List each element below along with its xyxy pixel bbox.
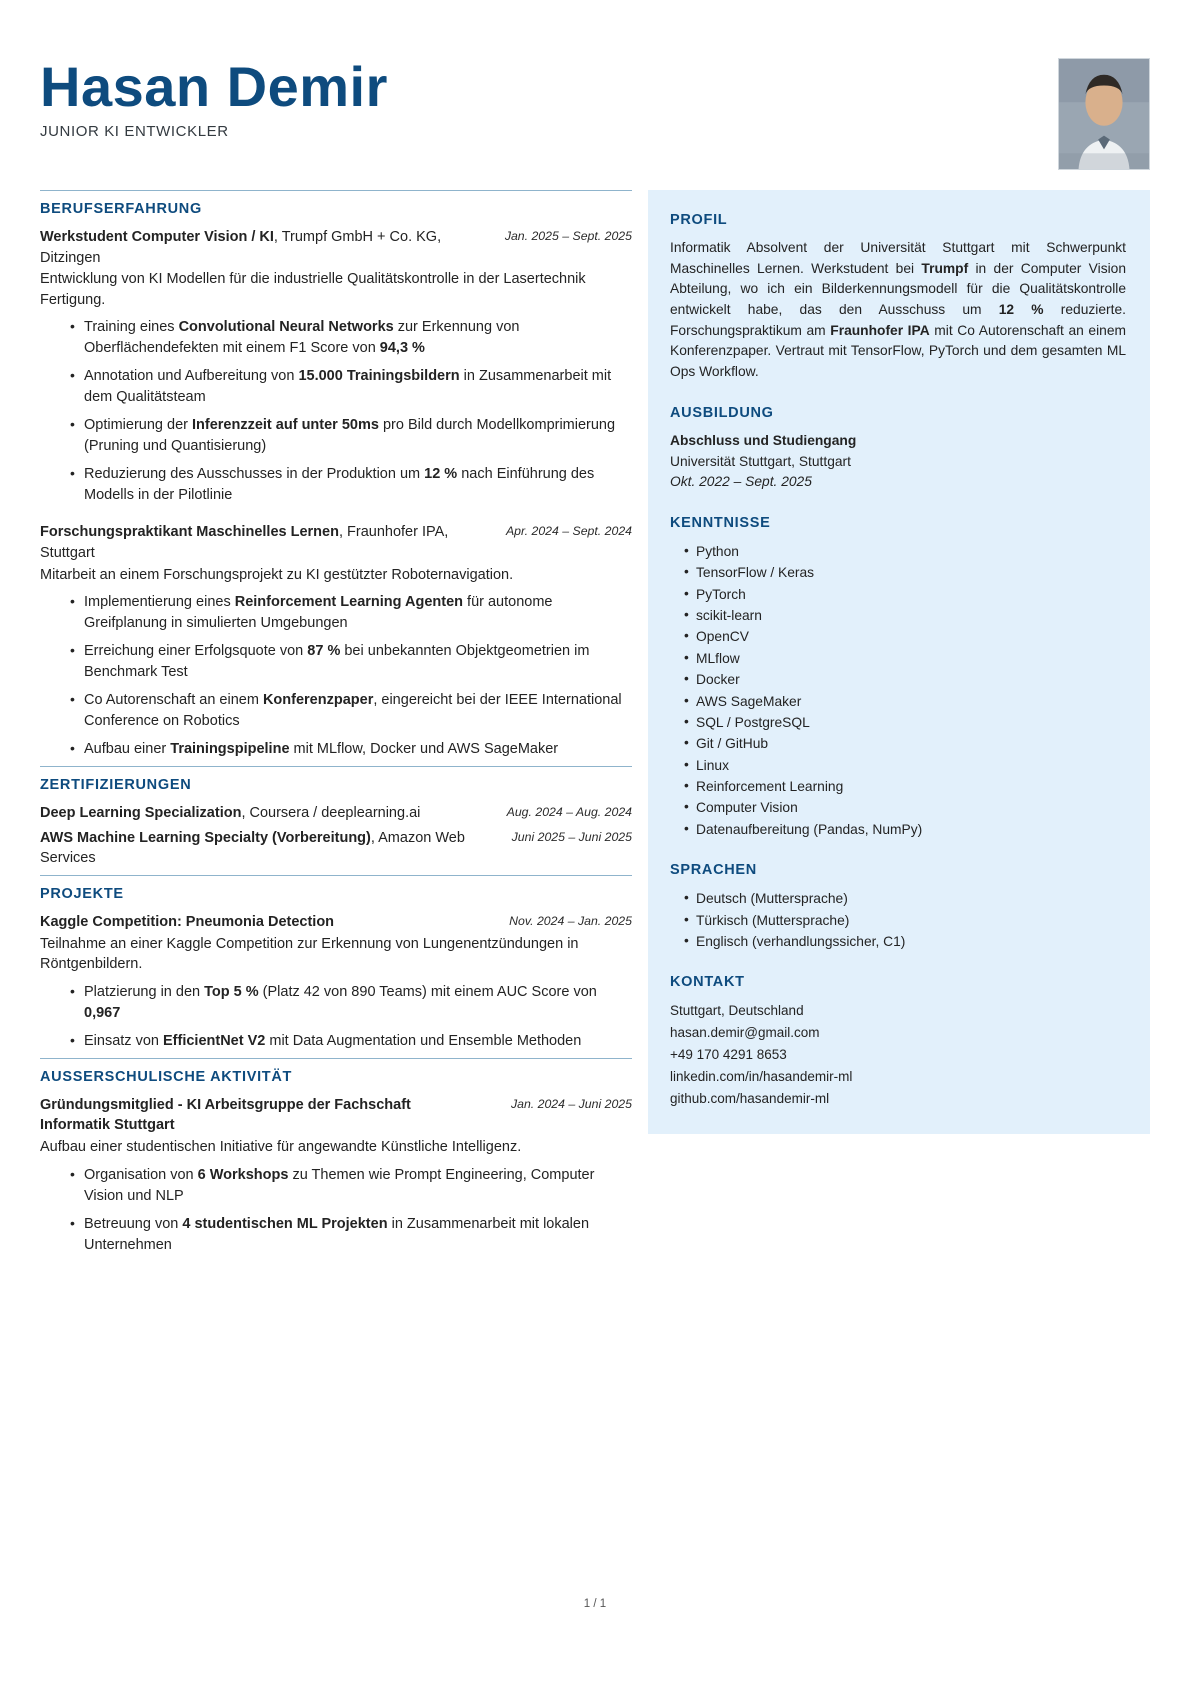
- list-item: • Deutsch (Muttersprache): [684, 888, 1126, 909]
- bullet-text: Einsatz von: [84, 1032, 163, 1049]
- list-item: • Reinforcement Learning: [684, 776, 1126, 797]
- list-item: • SQL / PostgreSQL: [684, 712, 1126, 733]
- profile-text-part: in der Computer Vision Abteilung, wo ich ein Bilderkennungsmodell für die Qualitätskontrolle entwickelt habe, das den Ausschuss um: [670, 260, 1127, 318]
- section-certifications: [40, 766, 632, 869]
- bullet-text: bei unbekannten Objektgeometrien im Benchmark Test: [84, 643, 590, 681]
- section-heading-certifications: ZERTIFIZIERUNGEN: [40, 777, 192, 794]
- bullet-text: Co Autorenschaft an einem: [84, 692, 263, 709]
- entry-header: [40, 1095, 632, 1136]
- avatar: [1058, 58, 1150, 170]
- entry-title: [40, 1095, 482, 1136]
- entry-date: Jan. 2025 – Sept. 2025: [504, 229, 632, 243]
- entry-title: [40, 828, 482, 869]
- contact-github[interactable]: github.com/hasandemir-ml: [670, 1090, 830, 1106]
- bullet-text: in Zusammenarbeit mit lokalen Unternehmen: [84, 1215, 590, 1253]
- section-heading-languages: SPRACHEN: [670, 862, 757, 879]
- bullet-text: pro Bild durch Modellkomprimierung (Pruning und Quantisierung): [84, 417, 616, 455]
- entry-title: [40, 227, 482, 268]
- entry-role: Gründungsmitglied - KI Arbeitsgruppe der Fachschaft Informatik Stuttgart: [40, 1096, 411, 1134]
- bullet-text: Optimierung der: [84, 417, 192, 434]
- list-item: • OpenCV: [684, 626, 1126, 647]
- entry-header: [40, 227, 632, 268]
- job-subtitle: JUNIOR KI ENTWICKLER: [40, 122, 229, 140]
- list-item: • PyTorch: [684, 584, 1126, 605]
- list-item: [70, 415, 632, 457]
- bullet-text: mit Data Augmentation und Ensemble Methoden: [265, 1032, 582, 1049]
- sidebar-section-languages: [670, 862, 1126, 952]
- bullet-text: Organisation von: [84, 1166, 198, 1183]
- entry-company: , Trumpf GmbH + Co. KG, Ditzingen: [40, 229, 442, 266]
- bullet-text: Platzierung in den: [84, 983, 205, 1000]
- page-title: Hasan Demir: [40, 55, 388, 118]
- list-item: • Linux: [684, 755, 1126, 776]
- bullet-text: Annotation und Aufbereitung von: [84, 368, 299, 385]
- section-extracurricular: [40, 1058, 632, 1256]
- section-divider: [40, 1058, 632, 1059]
- entry-role: Kaggle Competition: Pneumonia Detection: [40, 914, 335, 931]
- bullet-bold: 12 %: [424, 466, 458, 483]
- entry-date: Juni 2025 – Juni 2025: [511, 829, 632, 844]
- list-item: [70, 982, 632, 1024]
- list-item: • Git / GitHub: [684, 733, 1126, 754]
- project-entry: [40, 912, 632, 1052]
- bullet-text: , eingereicht bei der IEEE International Conference on Robotics: [84, 692, 622, 730]
- profile-text-part: reduzierte. Forschungspraktikum am: [670, 302, 1126, 338]
- main-column: [40, 190, 632, 1262]
- bullet-text: Reduzierung des Ausschusses in der Produktion um: [84, 466, 425, 483]
- list-item: • Türkisch (Muttersprache): [684, 910, 1126, 931]
- entry-description: Entwicklung von KI Modellen für die industrielle Qualitätskontrolle in der Lasertechnik Fertigung.: [40, 271, 586, 308]
- profile-text: [670, 238, 1126, 383]
- bullet-text: Betreuung von: [84, 1215, 183, 1232]
- bullet-text: für autonome Greifplanung in simulierten Umgebungen: [84, 594, 553, 632]
- profile-bold: Fraunhofer IPA: [830, 322, 930, 338]
- entry-role: Deep Learning Specialization: [40, 805, 242, 822]
- sidebar-section-profile: [670, 212, 1126, 383]
- section-heading-contact: KONTAKT: [670, 974, 745, 991]
- entry-date: Apr. 2024 – Sept. 2024: [505, 524, 632, 539]
- bullet-bold: 94,3 %: [379, 340, 425, 357]
- bullet-bold: Inferenzzeit auf unter 50ms: [192, 417, 379, 434]
- bullet-text: Implementierung eines: [84, 594, 235, 611]
- sidebar-section-education: [670, 405, 1126, 493]
- section-heading-profile: PROFIL: [670, 212, 728, 228]
- entry-description: Teilnahme an einer Kaggle Competition zur Erkennung von Lungenentzündungen in Röntgenbildern.: [40, 935, 579, 973]
- entry-header: [40, 828, 632, 869]
- list-item: • Docker: [684, 669, 1126, 690]
- entry-description: Aufbau einer studentischen Initiative für angewandte Künstliche Intelligenz.: [40, 1138, 522, 1155]
- entry-title: [40, 522, 482, 563]
- bullet-text: zur Erkennung von Oberflächendefekten mit einem F1 Score von: [84, 319, 520, 357]
- entry-header: [40, 912, 632, 933]
- entry-bullet-list: [40, 1165, 632, 1256]
- certification-entry: [40, 803, 632, 869]
- section-experience: [40, 190, 632, 760]
- bullet-bold: Trainingspipeline: [170, 741, 290, 758]
- entry-bullet-list: [40, 317, 632, 506]
- entry-company: , Fraunhofer IPA, Stuttgart: [40, 524, 449, 562]
- section-heading-projects: PROJEKTE: [40, 886, 124, 903]
- entry-date: Nov. 2024 – Jan. 2025: [509, 914, 632, 929]
- contact-phone[interactable]: +49 170 4291 8653: [670, 1046, 787, 1062]
- list-item: [70, 739, 632, 760]
- bullet-bold: 4 studentischen ML Projekten: [182, 1215, 388, 1232]
- bullet-text: zu Themen wie Prompt Engineering, Computer Vision und NLP: [84, 1166, 595, 1204]
- education-degree: Abschluss und Studiengang: [670, 432, 857, 448]
- list-item: [70, 641, 632, 683]
- list-item: • Datenaufbereitung (Pandas, NumPy): [684, 819, 1126, 840]
- list-item: [70, 1165, 632, 1207]
- languages-list: [670, 888, 1126, 952]
- list-item: [70, 1214, 632, 1256]
- contact-location: Stuttgart, Deutschland: [670, 1003, 804, 1019]
- entry-company: , Coursera / deeplearning.ai: [241, 805, 421, 822]
- list-item: • Englisch (verhandlungssicher, C1): [684, 931, 1126, 952]
- sidebar-section-contact: [670, 974, 1126, 1109]
- contact-linkedin[interactable]: linkedin.com/in/hasandemir-ml: [670, 1068, 853, 1084]
- profile-text-part: mit Co Autorenschaft an einem Konferenzpaper. Vertraut mit TensorFlow, PyTorch und dem gesamten ML Ops Workflow.: [670, 322, 1126, 380]
- section-divider: [40, 766, 632, 767]
- education-date: Okt. 2022 – Sept. 2025: [670, 474, 812, 490]
- list-item: • MLflow: [684, 648, 1126, 669]
- list-item: • Computer Vision: [684, 797, 1126, 818]
- section-divider: [40, 190, 632, 191]
- list-item: • AWS SageMaker: [684, 691, 1126, 712]
- entry-header: [40, 803, 632, 824]
- entry-date: Aug. 2024 – Aug. 2024: [506, 805, 632, 820]
- bullet-text: Erreichung einer Erfolgsquote von: [84, 643, 308, 660]
- contact-email[interactable]: hasan.demir@gmail.com: [670, 1025, 820, 1041]
- entry-description: Mitarbeit an einem Forschungsprojekt zu KI gestützter Roboternavigation.: [40, 566, 514, 583]
- bullet-bold: Top 5 %: [204, 983, 259, 1000]
- profile-text-part: Informatik Absolvent der Universität Stuttgart mit Schwerpunkt Maschinelles Lernen. Werkstudent bei: [670, 240, 1126, 276]
- education-school: Universität Stuttgart, Stuttgart: [670, 453, 851, 469]
- entry-bullet-list: [40, 592, 632, 760]
- skills-list: [670, 541, 1126, 840]
- section-heading-extracurricular: AUSSERSCHULISCHE AKTIVITÄT: [40, 1068, 293, 1085]
- entry-role: AWS Machine Learning Specialty (Vorbereitung): [40, 829, 371, 846]
- profile-bold: 12 %: [998, 302, 1044, 318]
- bullet-bold: Convolutional Neural Networks: [178, 319, 394, 336]
- portrait-photo-icon: [1059, 59, 1149, 169]
- profile-bold: Trumpf: [921, 260, 969, 276]
- entry-title: [40, 803, 482, 824]
- bullet-bold: 6 Workshops: [197, 1166, 289, 1183]
- bullet-text: mit MLflow, Docker und AWS SageMaker: [289, 741, 559, 758]
- bullet-bold: Konferenzpaper: [262, 692, 374, 709]
- list-item: [70, 690, 632, 732]
- sidebar: [648, 190, 1150, 1134]
- bullet-bold: 15.000 Trainingsbildern: [298, 368, 460, 385]
- entry-date: Jan. 2024 – Juni 2025: [510, 1096, 632, 1111]
- bullet-bold: Reinforcement Learning Agenten: [234, 594, 464, 611]
- experience-entry: [40, 522, 632, 760]
- entry-title: [40, 912, 482, 933]
- bullet-text: Training eines: [84, 319, 179, 336]
- list-item: [70, 1031, 632, 1052]
- entry-role: Werkstudent Computer Vision / KI: [40, 229, 274, 245]
- list-item: [70, 366, 632, 408]
- bullet-bold: EfficientNet V2: [163, 1032, 266, 1049]
- bullet-text: in Zusammenarbeit mit dem Qualitätsteam: [84, 368, 612, 406]
- entry-header: [40, 522, 632, 563]
- list-item: • scikit-learn: [684, 605, 1126, 626]
- entry-company: , Amazon Web Services: [40, 829, 465, 867]
- experience-entry: [40, 227, 632, 506]
- bullet-text: nach Einführung des Modells in der Pilotlinie: [84, 466, 595, 504]
- page-indicator: 1 / 1: [583, 1598, 607, 1610]
- list-item: • Python: [684, 541, 1126, 562]
- list-item: [70, 592, 632, 634]
- list-item: [70, 317, 632, 359]
- list-item: [70, 464, 632, 506]
- section-heading-skills: KENNTNISSE: [670, 514, 771, 531]
- bullet-bold: 87 %: [307, 643, 341, 660]
- sidebar-section-skills: [670, 515, 1126, 840]
- section-heading-experience: BERUFSERFAHRUNG: [40, 201, 202, 217]
- section-projects: [40, 875, 632, 1052]
- entry-role: Forschungspraktikant Maschinelles Lernen: [40, 524, 339, 541]
- section-heading-education: AUSBILDUNG: [670, 404, 774, 421]
- bullet-text: (Platz 42 von 890 Teams) mit einem AUC Score von: [258, 983, 597, 1000]
- section-divider: [40, 875, 632, 876]
- resume-header: [40, 55, 1150, 178]
- bullet-text: Aufbau einer: [84, 741, 171, 758]
- extracurricular-entry: [40, 1095, 632, 1256]
- bullet-bold: 0,967: [84, 1004, 121, 1021]
- list-item: • TensorFlow / Keras: [684, 562, 1126, 583]
- entry-bullet-list: [40, 982, 632, 1052]
